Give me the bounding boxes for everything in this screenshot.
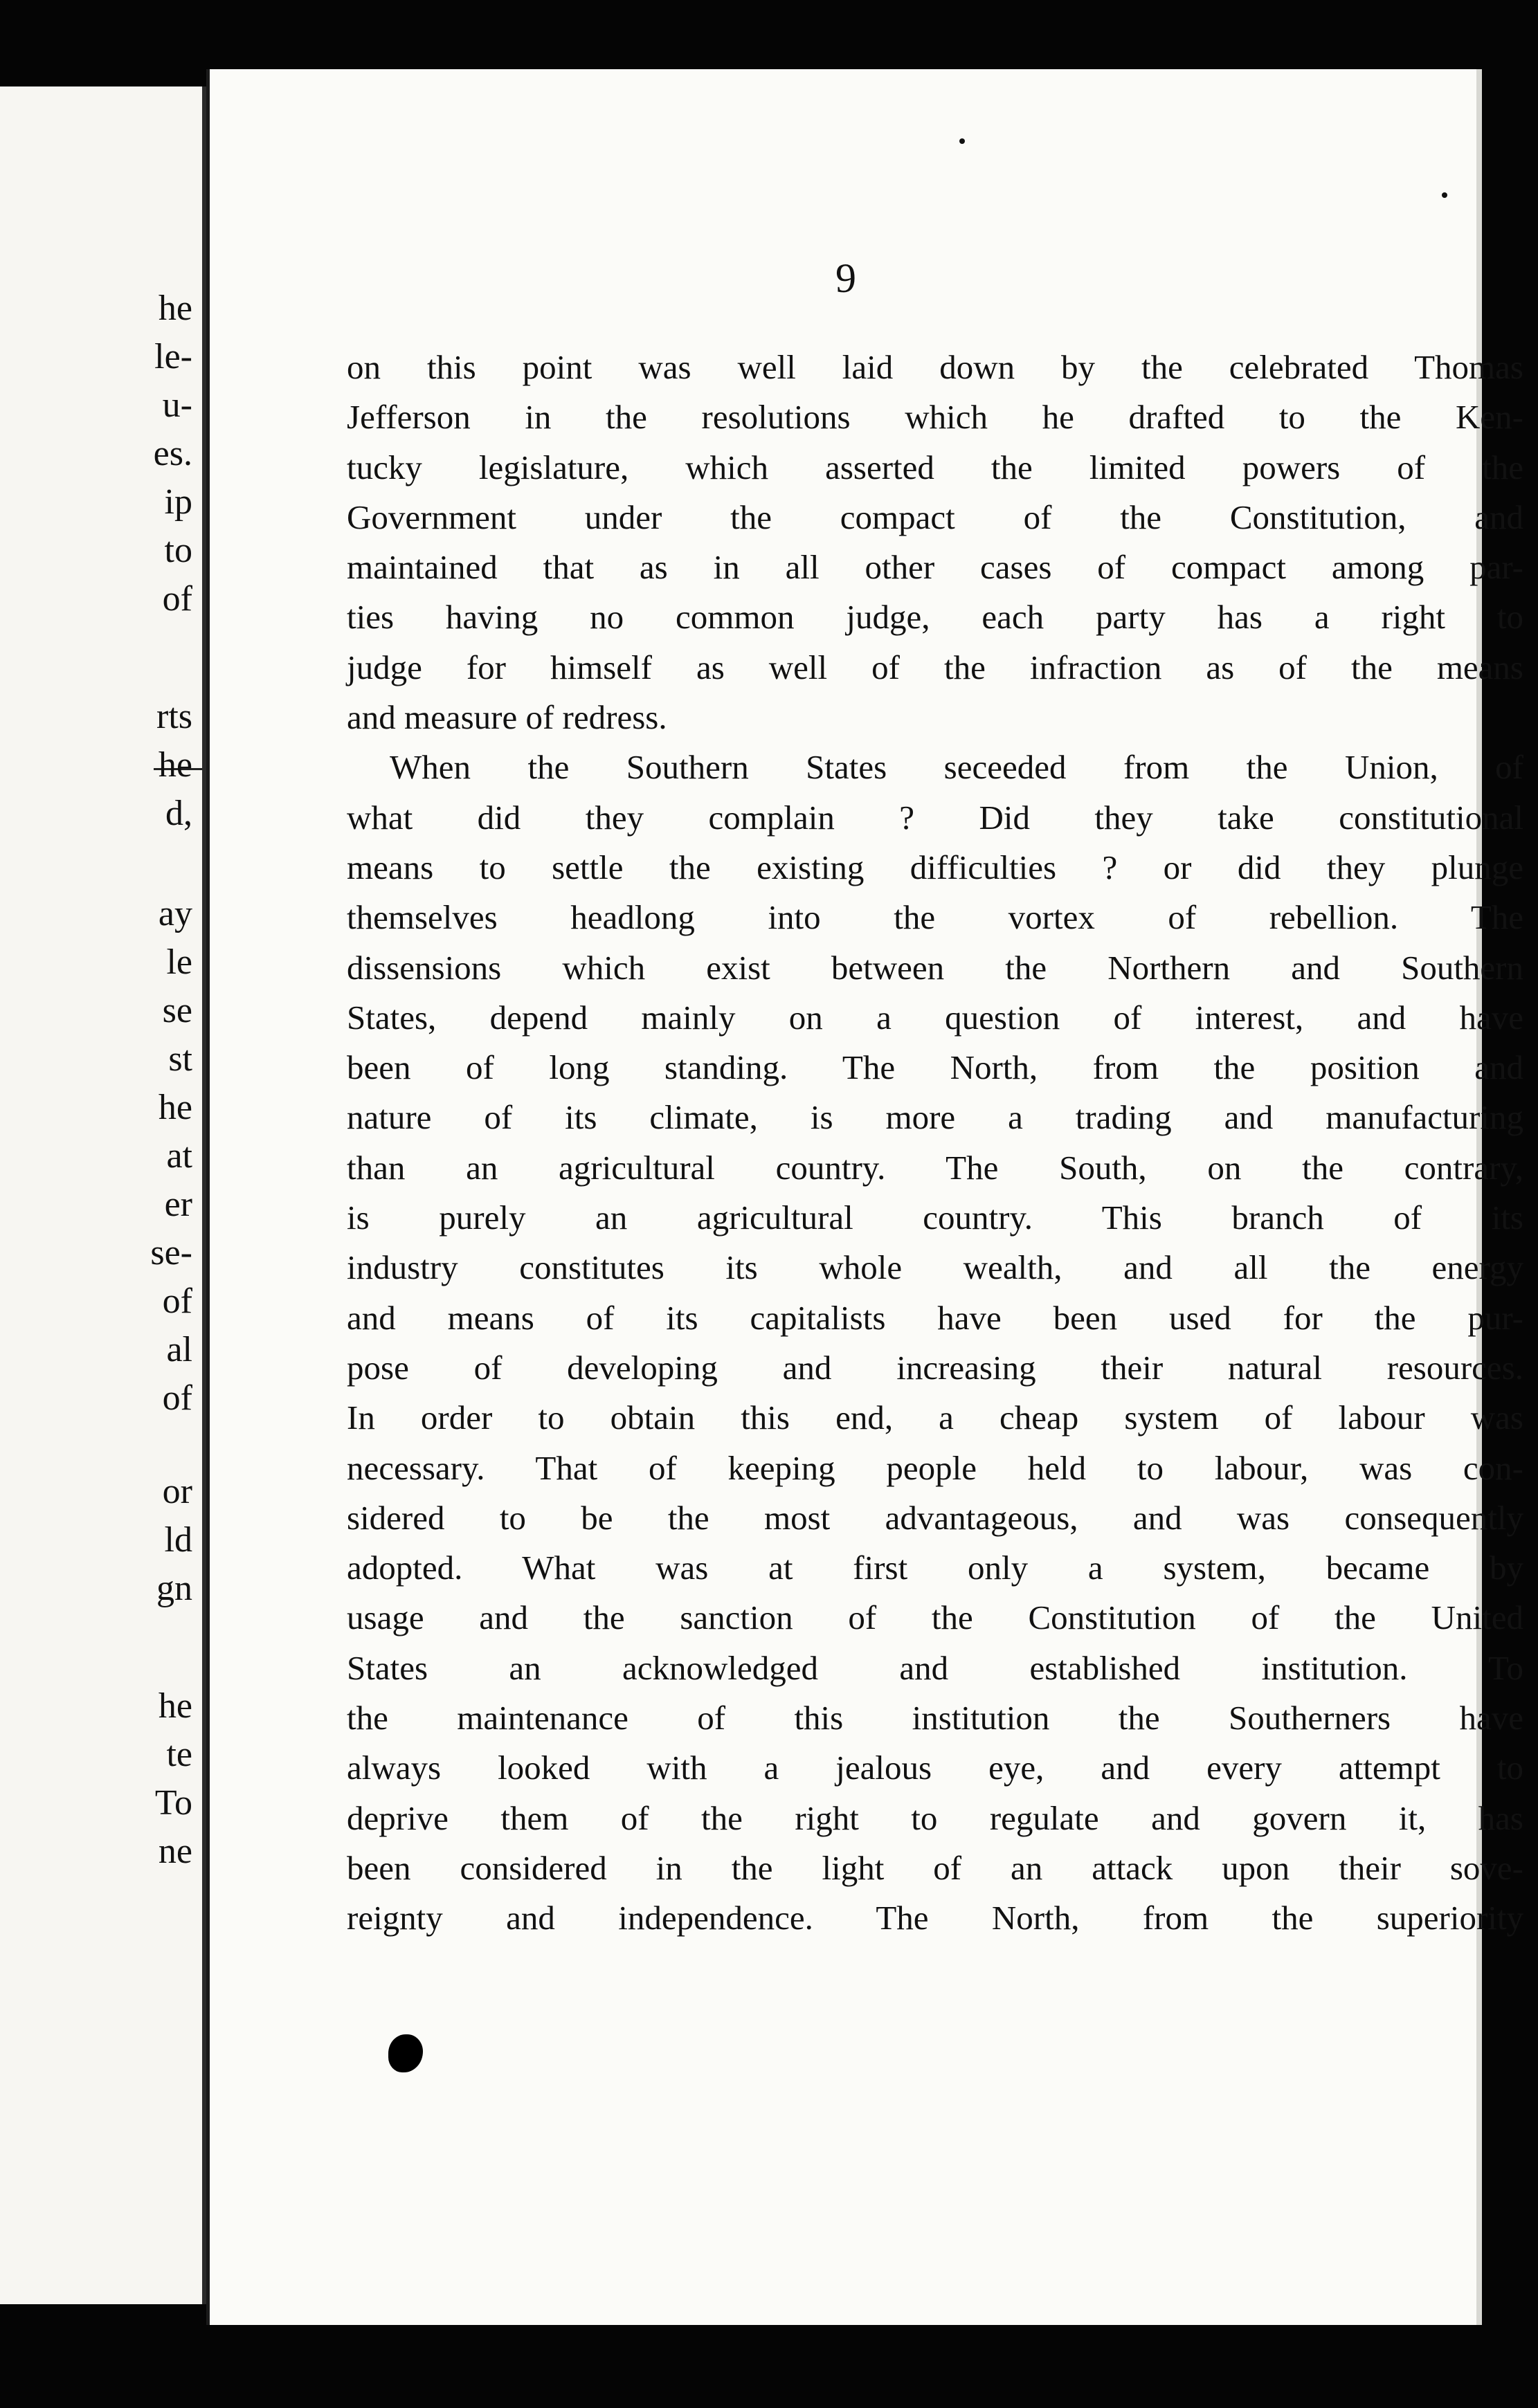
text-line: tucky legislature, which asserted the limited powers of the [347,448,1523,486]
text-line: the maintenance of this institution the Southerners have [347,1699,1523,1737]
left-page-fragment: ld [164,1520,192,1560]
text-line: necessary. That of keeping people held to labour, was con- [347,1448,1523,1487]
ink-speck [959,138,965,144]
text-line: dissensions which exist between the Northern and Southern [347,948,1523,987]
text-line: sidered to be the most advantageous, and was consequently [347,1498,1523,1537]
text-line: and means of its capitalists have been used for the pur- [347,1298,1523,1337]
left-page-fragment: to [164,531,192,570]
left-page-fragment: he [158,1088,192,1127]
ink-blot [388,2034,423,2072]
text-line: what did they complain ? Did they take constitutional [347,798,1523,837]
left-page-fragment: gn [156,1569,192,1608]
left-page-fragment: ip [164,482,192,522]
paragraph-1 [347,343,1523,742]
text-line: maintained that as in all other cases of compact among par- [347,548,1523,587]
text-line: States an acknowledged and established institution. To [347,1648,1523,1687]
left-page-fragment: le [166,942,192,982]
left-page-fragment: of [162,1281,192,1321]
left-page-fragment: ne [158,1832,192,1871]
left-page-fragment: es. [153,434,192,473]
page-number: 9 [835,255,856,301]
text-line: adopted. What was at first only a system, became by [347,1549,1523,1587]
text-line: is purely an agricultural country. This branch of its [347,1198,1523,1237]
text-line: and measure of redress. [347,698,667,737]
left-page-fragment: he [158,289,192,328]
text-line: Jefferson in the resolutions which he drafted to the Ken- [347,398,1523,437]
text-line: on this point was well laid down by the celebrated Thomas [347,348,1523,386]
text-line: themselves headlong into the vortex of rebellion. The [347,898,1523,937]
text-line: deprive them of the right to regulate and govern it, has [347,1798,1523,1837]
left-page-fragment: rts [156,697,192,736]
text-line: means to settle the existing difficulties ? or did they plunge [347,848,1523,886]
text-line: When the Southern States seceeded from the Union, of [390,748,1523,787]
left-page-fragment: le- [154,337,192,376]
text-line: usage and the sanction of the Constitution of the United [347,1598,1523,1637]
text-line: nature of its climate, is more a trading and manufacturing [347,1098,1523,1137]
left-page-fragment: er [164,1185,192,1224]
previous-page-edge [0,86,206,2304]
text-line: judge for himself as well of the infraction as of the means [347,648,1523,686]
left-page-fragment: se- [150,1233,192,1273]
text-line: reignty and independence. The North, from the superiority [347,1899,1523,1937]
left-page-fragment: he [158,745,192,785]
text-line: pose of developing and increasing their natural resources. [347,1348,1523,1387]
text-line: always looked with a jealous eye, and every attempt to [347,1749,1523,1787]
left-page-fragment: d, [165,794,192,833]
text-line: been of long standing. The North, from the position and [347,1048,1523,1087]
text-line: Government under the compact of the Constitution, and [347,498,1523,536]
left-page-fragment: To [154,1783,192,1823]
left-page-fragment: at [166,1136,192,1176]
left-page-fragment: of [162,1378,192,1418]
left-page-fragment: of [162,579,192,619]
left-page-fragment: al [166,1330,192,1369]
text-line: been considered in the light of an attack upon their sove- [347,1848,1523,1887]
left-page-fragment: te [166,1735,192,1774]
left-page-fragment: ay [158,894,192,933]
left-page-fragment: or [162,1472,192,1511]
book-page [206,69,1523,2325]
text-line: industry constitutes its whole wealth, and all the energy [347,1248,1523,1287]
body-text [347,343,1523,1944]
text-line: In order to obtain this end, a cheap system of labour was [347,1398,1523,1437]
text-line: States, depend mainly on a question of interest, and have [347,998,1523,1037]
text-line: ties having no common judge, each party has a right to [347,598,1523,637]
paragraph-2 [347,742,1523,1943]
ink-speck [1442,192,1447,198]
left-page-fragment: st [168,1039,192,1079]
left-page-fragment: se [162,991,192,1030]
left-page-fragment: u- [162,385,192,425]
text-line: than an agricultural country. The South, on the contrary, [347,1148,1523,1187]
left-page-fragment: he [158,1686,192,1726]
